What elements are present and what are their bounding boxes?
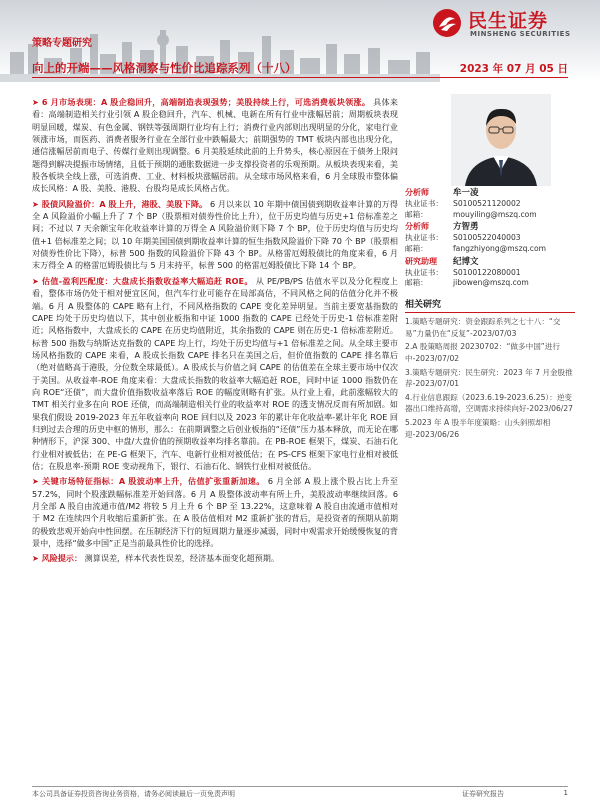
analyst-photo (451, 94, 551, 186)
page-number: 1 (563, 789, 568, 797)
cert-label: 执业证书： (405, 198, 443, 208)
paragraph-heading: 风险提示： (41, 553, 83, 564)
minsheng-logo (432, 6, 582, 42)
paragraph-text: 测算误差，样本代表性误差，经济基本面变化超预期。 (84, 553, 279, 564)
related-research-item[interactable]: 3.策略专题研究：民生研究：2023 年 7 月金股推荐-2023/07/01 (405, 367, 573, 389)
analyst-name: 牟一凌 (453, 188, 479, 198)
email-label: 邮箱： (405, 243, 428, 253)
paragraph-text: 6 月以来以 10 年期中债国债到期收益率计算的万得全 A 风险溢价小幅上升了 7 个 BP（股票相对债券性价比上升），位于历史均值与历史+1 倍标准差之间；不过以 7 天余额宝年化收益率计算的万得全 A 风险溢价则下降 7 个 BP，位于历史均值与历史均值+1 倍标准差之间；以 10 年期美国国债到期收益率计算的恒生指数风险溢价下降 70 个 BP（股票相对债券性价比下降），标普 500 指数的风险溢价下降 43 个 BP。从格雷厄姆股债比的角度来看，6 月末万得全 A 的格雷厄姆股债比与 5 月末持平，标普 500 的格雷厄姆股债比下降 14 个 BP。 (32, 198, 398, 271)
paragraph-heading: 6 月市场表现：A 股企稳回升，高端制造表现强势；美股持续上行，可选消费板块领涨。 (41, 97, 371, 107)
report-title: 向上的开端——风格洞察与性价比追踪系列（十八） (32, 61, 297, 75)
bullet-arrow-icon: ➤ (32, 97, 42, 107)
related-research-list (405, 316, 575, 440)
footer-disclaimer: 本公司具备证券投资咨询业务资格，请务必阅读最后一页免责声明 (32, 790, 235, 798)
minsheng-logo-icon (432, 8, 462, 38)
bullet-arrow-icon: ➤ (32, 553, 42, 564)
cert-number: S0100521120002 (453, 198, 521, 208)
analyst-name: 方智勇 (453, 222, 479, 233)
email-label: 邮箱： (405, 278, 428, 288)
related-research-item[interactable]: 5.2023 年 A 股半年度策略：山头斜照却相迎-2023/06/26 (405, 417, 551, 439)
related-research-item[interactable]: 4.行业信息跟踪（2023.6.19-2023.6.25）：逆变器出口维持高增，空调需求持续向好-2023/06/27 (405, 392, 574, 414)
analyst-block-2 (405, 222, 575, 254)
sidebar (405, 94, 575, 442)
email-address[interactable]: jibowen@mszq.com (453, 278, 529, 288)
report-date: 2023 年 07 月 05 日 (459, 63, 568, 75)
main-content (32, 96, 398, 568)
analyst-block-1 (405, 188, 575, 220)
logo-english-text: MINSHENG SECURITIES (470, 30, 571, 38)
related-research-heading: 相关研究 (405, 297, 575, 313)
analyst-role: 研究助理 (405, 256, 437, 266)
email-address[interactable]: fangzhiyong@mszq.com (453, 243, 547, 253)
email-address[interactable]: mouyiling@mszq.com (453, 209, 537, 219)
email-label: 邮箱： (405, 209, 428, 219)
paragraph-valuation (32, 275, 398, 473)
cert-number: S0100522040003 (453, 233, 521, 243)
analyst-block-3 (405, 257, 575, 289)
paragraph-heading: 估值-盈利匹配度：大盘成长指数收益率大幅追赶 ROE。 (41, 275, 253, 286)
analyst-name: 纪博文 (453, 256, 479, 267)
analyst-role: 分析师 (405, 222, 429, 232)
paragraph-market-indicators (32, 475, 398, 549)
paragraph-market-performance (32, 96, 398, 195)
cert-label: 执业证书： (405, 233, 443, 243)
footer-report-label: 证券研究报告 (462, 790, 504, 798)
report-type-label: 策略专题研究 (32, 38, 92, 49)
related-research-item[interactable]: 1.策略专题研究：资金跟踪系列之七十八：“交易”力量仍在“反复”-2023/07/03 (405, 317, 561, 338)
cert-label: 执业证书： (405, 267, 443, 277)
analyst-role: 分析师 (405, 188, 429, 197)
paragraph-heading: 股债风险溢价：A 股上升，港股、美股下降。 (41, 198, 208, 209)
bullet-arrow-icon: ➤ (32, 275, 42, 286)
paragraph-risk-premium (32, 198, 398, 272)
logo-chinese-text: 民生证券 (468, 10, 549, 32)
paragraph-text: 从 PE/PB/PS 估值水平以及分化程度上看，整体市场仍处于相对便宜区间，但汽车行业可能存在局部高估，不同风格之间的估值分化并不极端。6 月 A 股整体的 CAPE 略有上行，不同风格指数的 CAPE 变化差异明显。当前主要宽基指数的 CAPE 均处于历史均值以下，其中创业板指和中证 1000 指数的 CAPE 已经处于历史-1 倍标准差附近；风格指数中，大盘成长的 CAPE 在历史均值附近，其余指数的 CAPE 则在历史-1 倍标准差附近。标普 500 指数与纳斯达克指数的 CAPE 均上行，均处于历史均值与+1 倍标准差之间。从全球主要市场风格指数的 CAPE 来看，A 股成长指数 CAPE 排名只在美国之后，但价值指数的 CAPE 排名靠后（绝对值略高于港股，分位数全球最低）。A 股成长与价值之间 CAPE 的估值差在全球主要市场中仅次于美国。从收益率-ROE 角度来看：大盘成长指数的收益率大幅追赶 ROE，同时中证 1000 指数仍在向 ROE“还债”，而大盘价值指数收益率落后 ROE 的幅度则略有扩张。从行业上看，此前涨幅较大的 TMT 相关行业多在向 ROE 还债，而高端制造相关行业的收益率对 ROE 的透支情况反而有所加剧。如果我们假设 2019-2023 年五年收益率向 ROE 回归以及 2023 年的累计年化收益率-累计年化 ROE 回归到过去合理的历史中枢的情形，那么：在前期调整之后创业板指的“还债”压力基本释放，而无论在哪种情形下，沪深 300、中盘/大盘价值的预期收益率均排名靠前。在 PB-ROE 框架下，煤炭、石油石化行业相对被低估；在 PE-G 框架下，汽车、电新行业相对被低估；在 PS-CFS 框架下家电行业相对被低估；在股息率-预期 ROE 变动视角下，银行、石油石化、钢铁行业相对被低估。 (32, 275, 399, 471)
analyst-portrait-image (451, 94, 551, 186)
title-bar (32, 60, 568, 78)
related-research-item[interactable]: 2.A 股策略周报 20230702：“做多中国”进行中-2023/07/02 (405, 342, 560, 363)
bullet-arrow-icon: ➤ (32, 476, 43, 487)
paragraph-heading: 关键市场特征指标：A 股波动率上升，估值扩张重新加速。 (42, 476, 265, 487)
page-footer (32, 786, 568, 798)
paragraph-text: 6 月全部 A 股上涨个股占比上升至 57.2%，同时个股涨跌幅标准差开始回落。6 月 A 股整体波动率有所上升，美股波动率继续回落。6 月全部 A 股自由流通市值/M2 将较 5 月上升 6 个 BP 至 13.22%，这意味着 A 股自由流通市值相对于 M2 在连续四个月收缩后重新扩张。在 A 股估值相对 M2 重新扩张的背后，是投资者的预期从前期的极致悲观开始向中性回摆。在压制经济下行的短周期力量逐步减弱，同时中观需求开始缓慢恢复的背景中，选择“做多中国”正是当前最具性价比的选择。 (32, 476, 398, 549)
cert-number: S0100122080001 (453, 267, 521, 277)
bullet-arrow-icon: ➤ (32, 198, 42, 209)
paragraph-text: 具体来看：高端制造相关行业引领 A 股企稳回升，汽车、机械、电新在所有行业中涨幅居前；周期板块表现明显回暖，煤炭、有色金属、钢铁等强周期行业均有上行；消费行业内部则出现明显的分化，家电行业领涨市场，而医药、消费者服务行业在全部行业中跌幅最大；前期强势的 TMT 板块内部也出现分化，通信涨幅居前而电子、传媒行业则出现调整。6 月美股延续此前的上升势头，核心原因在于债务上限问题得到解决提振市场情绪，且低于预期的通胀数据进一步支撑投资者的乐观预期。从板块表现来看，美股各板块全线上涨，可选消费、工业、材料板块涨幅居前。从全球市场风格来看，6 月全球股市整体偏成长风格：A 股、美股、港股、台股均是成长风格占优。 (32, 97, 398, 194)
paragraph-risk-warning (32, 552, 398, 564)
